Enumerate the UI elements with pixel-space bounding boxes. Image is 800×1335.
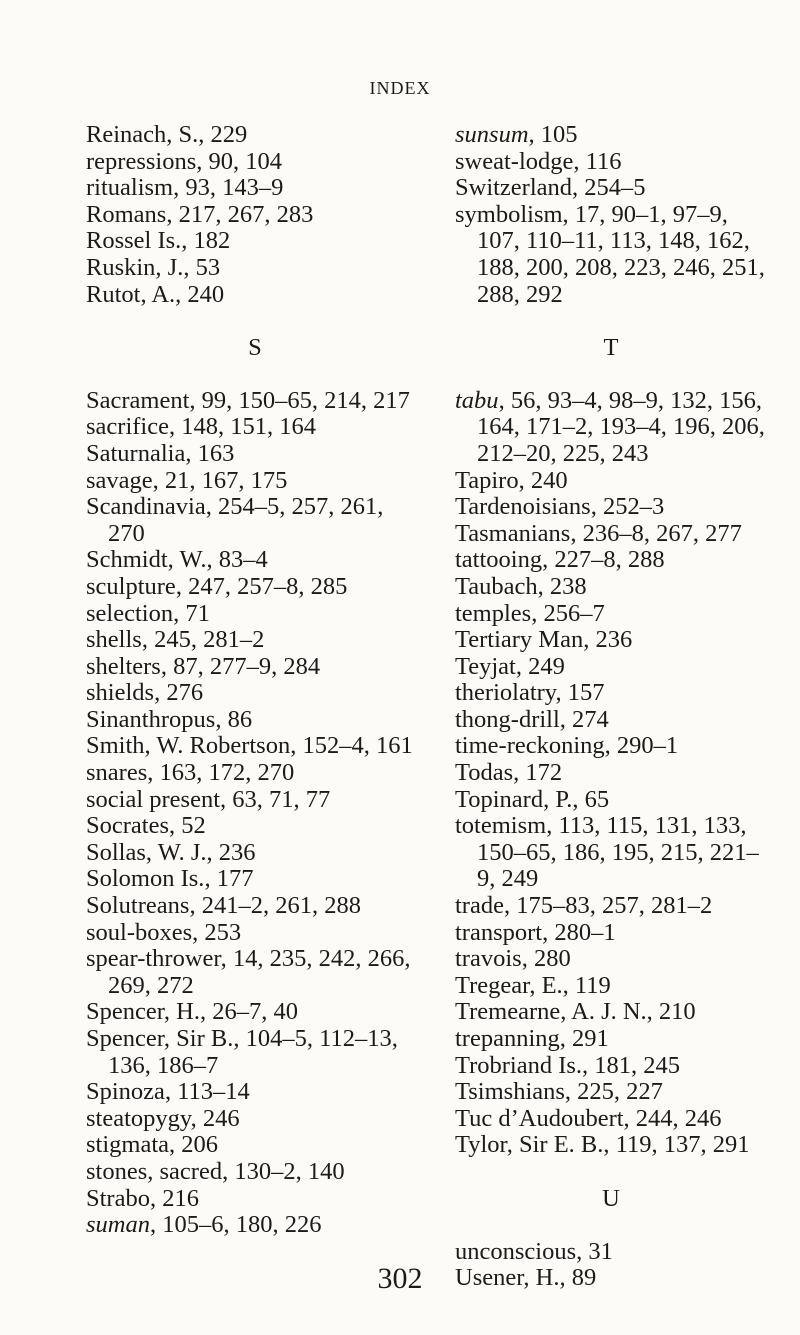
page-references: , 236 xyxy=(206,838,256,866)
page-references: , 280 xyxy=(521,945,571,973)
index-term: Solomon Is. xyxy=(86,865,205,893)
page-references: , 274 xyxy=(559,705,609,733)
page-references: , 26–7, 40 xyxy=(200,998,298,1026)
page-references: , 163, 172, 270 xyxy=(147,759,295,787)
page-references: , 83–4 xyxy=(206,546,268,574)
index-entry xyxy=(86,601,424,628)
page-references: , 216 xyxy=(149,1184,199,1212)
index-entry xyxy=(455,627,767,654)
index-entry xyxy=(455,893,767,920)
section-letter: T xyxy=(603,334,619,362)
page-references: , 172 xyxy=(513,759,563,787)
index-entry xyxy=(455,521,767,548)
index-entry xyxy=(455,680,767,707)
index-entry xyxy=(86,760,424,787)
page-references: , 227–8, 288 xyxy=(542,546,665,574)
index-term: savage xyxy=(86,466,153,494)
page-references: , 175–83, 257, 281–2 xyxy=(503,892,713,920)
page-references: , 21, 167, 175 xyxy=(152,466,288,494)
index-column-right xyxy=(455,122,767,1292)
page-references: , 280–1 xyxy=(542,918,616,946)
index-entry xyxy=(455,707,767,734)
page-references: , 86 xyxy=(215,705,253,733)
running-header: INDEX xyxy=(369,78,431,98)
index-term: shelters xyxy=(86,652,161,680)
page-references: , 240 xyxy=(175,280,225,308)
index-term: sacrifice xyxy=(86,413,169,441)
page-references: , 210 xyxy=(646,998,696,1026)
page-references: , 89 xyxy=(559,1264,597,1292)
index-term: Sollas, W. J. xyxy=(86,838,207,866)
index-term: Ruskin, J. xyxy=(86,253,184,281)
index-term: temples xyxy=(455,599,532,627)
page-references: , 105–6, 180, 226 xyxy=(149,1211,322,1239)
index-entry xyxy=(86,175,424,202)
page-references: , 290–1 xyxy=(604,732,679,760)
index-entry xyxy=(455,920,767,947)
index-entry xyxy=(86,1212,424,1239)
index-entry xyxy=(86,122,424,149)
index-entry xyxy=(455,547,767,574)
index-term: Sinanthropus xyxy=(86,705,216,733)
index-term: Taubach xyxy=(455,572,538,600)
page-references: , 181, 245 xyxy=(582,1051,681,1079)
index-entry xyxy=(455,1026,767,1053)
index-entry xyxy=(86,441,424,468)
index-entry xyxy=(86,255,424,282)
index-entry xyxy=(86,1026,424,1079)
index-entry xyxy=(455,601,767,628)
page-references: , 104–5, 112–13, 136, 186–7 xyxy=(108,1025,398,1079)
index-term: travois xyxy=(455,945,522,973)
index-term: Tertiary Man xyxy=(455,626,584,654)
page-references: , 252–3 xyxy=(590,493,665,521)
page-references: , 71 xyxy=(173,599,210,627)
index-term: Sacrament xyxy=(86,386,190,414)
index-term: Socrates xyxy=(86,812,169,840)
index-entry xyxy=(86,388,424,415)
index-term: Topinard, P. xyxy=(455,785,573,813)
page-references: , 246 xyxy=(190,1104,240,1132)
index-entry xyxy=(86,228,424,255)
index-term: spear-thrower xyxy=(86,945,221,973)
index-term: Trobriand Is. xyxy=(455,1051,583,1079)
index-entry xyxy=(86,282,424,309)
page-references: , 113, 115, 131, 133, 150–65, 186, 195, 215, 221–9, 249 xyxy=(477,812,759,893)
index-entry xyxy=(455,1079,767,1106)
index-term: repressions xyxy=(86,147,197,175)
index-term: Tasmanians xyxy=(455,519,571,547)
index-term: suman xyxy=(86,1211,150,1239)
index-term: Scandinavia xyxy=(86,493,206,521)
page-references: , 276 xyxy=(154,679,204,707)
page-references: , 225, 227 xyxy=(564,1078,663,1106)
index-entry xyxy=(455,1106,767,1133)
index-term: social present xyxy=(86,785,221,813)
index-entry xyxy=(86,707,424,734)
page-references: , 65 xyxy=(572,785,610,813)
page-references: , 130–2, 140 xyxy=(222,1157,345,1185)
index-term: trade xyxy=(455,892,504,920)
index-term: shields xyxy=(86,679,155,707)
page-references: , 177 xyxy=(204,865,254,893)
page-references: , 119, 137, 291 xyxy=(603,1131,750,1159)
index-entry xyxy=(455,1053,767,1080)
index-entry xyxy=(455,760,767,787)
index-term: Rossel Is. xyxy=(86,227,182,255)
index-term: Romans xyxy=(86,200,167,228)
index-term: totemism xyxy=(455,812,547,840)
index-entry xyxy=(86,1159,424,1186)
index-entry xyxy=(455,999,767,1026)
index-entry xyxy=(86,627,424,654)
index-entry xyxy=(86,999,424,1026)
index-term: Spencer, Sir B. xyxy=(86,1025,234,1052)
index-entry xyxy=(86,547,424,574)
page-references: , 240 xyxy=(518,466,568,494)
index-term: Tregear, E. xyxy=(455,971,563,999)
index-term: sculpture xyxy=(86,572,176,600)
index-term: snares xyxy=(86,759,148,787)
page-references: , 291 xyxy=(559,1025,609,1052)
index-term: Reinach, S. xyxy=(86,121,199,148)
page-references: , 163 xyxy=(185,439,235,467)
index-entry xyxy=(455,813,767,893)
index-term: Saturnalia xyxy=(86,439,186,467)
index-entry xyxy=(86,946,424,999)
index-term: ritualism xyxy=(86,174,174,202)
index-entry xyxy=(86,787,424,814)
index-entry xyxy=(86,149,424,176)
page-references: , 93, 143–9 xyxy=(173,174,284,202)
page-references: , 152–4, 161 xyxy=(290,732,413,760)
index-term: Solutreans xyxy=(86,892,190,920)
index-entry xyxy=(455,733,767,760)
index-entry xyxy=(455,787,767,814)
page-number: 302 xyxy=(377,1262,423,1295)
page-references: , 182 xyxy=(181,227,231,255)
index-entry xyxy=(455,468,767,495)
index-entry xyxy=(455,122,767,149)
page-references: , 90, 104 xyxy=(196,147,282,175)
page-references: , 17, 90–1, 97–9, 107, 110–11, 113, 148, 162, 188, 200, 208, 223, 246, 251, 288, 292 xyxy=(477,200,765,308)
index-entry xyxy=(455,574,767,601)
index-term: selection xyxy=(86,599,174,627)
page-references: , 14, 235, 242, 266, 269, 272 xyxy=(108,945,411,999)
section-letter: U xyxy=(602,1184,620,1212)
index-term: steatopygy xyxy=(86,1104,191,1132)
page-references: , 253 xyxy=(192,918,242,946)
page-references: , 105 xyxy=(528,121,578,148)
index-entry xyxy=(86,893,424,920)
index-term: Schmidt, W. xyxy=(86,546,207,574)
page-references: , 254–5, 257, 261, 270 xyxy=(108,493,384,547)
index-entry xyxy=(455,175,767,202)
index-term: transport xyxy=(455,918,543,946)
page-references: , 229 xyxy=(198,121,248,148)
index-term: tattooing xyxy=(455,546,543,574)
page-references: , 87, 277–9, 284 xyxy=(160,652,321,680)
index-term: Rutot, A. xyxy=(86,280,176,308)
index-entry xyxy=(86,468,424,495)
index-term: tabu xyxy=(455,386,499,414)
index-entry xyxy=(86,680,424,707)
index-entry xyxy=(455,149,767,176)
index-entry xyxy=(86,1186,424,1213)
index-term: Smith, W. Robertson xyxy=(86,732,291,760)
page-references: , 241–2, 261, 288 xyxy=(189,892,361,920)
page-references: , 244, 246 xyxy=(623,1104,722,1132)
page-references: , 217, 267, 283 xyxy=(166,200,314,228)
index-term: Tremearne, A. J. N. xyxy=(455,998,647,1026)
index-term: Tapiro xyxy=(455,466,519,494)
page-references: , 56, 93–4, 98–9, 132, 156, 164, 171–2, 193–4, 196, 206, 212–20, 225, 243 xyxy=(477,386,765,467)
index-term: Spinoza xyxy=(86,1078,165,1106)
index-term: Spencer, H. xyxy=(86,998,200,1026)
page-references: , 236 xyxy=(583,626,633,654)
page-references: , 256–7 xyxy=(531,599,605,627)
index-term: time-reckoning xyxy=(455,732,605,760)
page-references: , 53 xyxy=(183,253,221,281)
index-entry xyxy=(86,654,424,681)
index-entry xyxy=(455,973,767,1000)
index-entry xyxy=(86,414,424,441)
index-term: Usener, H. xyxy=(455,1264,560,1292)
index-term: sweat-lodge xyxy=(455,147,574,175)
index-term: Switzerland xyxy=(455,174,573,202)
index-entry xyxy=(86,733,424,760)
page-references: , 63, 71, 77 xyxy=(220,785,331,813)
page-references: , 119 xyxy=(562,971,611,999)
page-references: , 148, 151, 164 xyxy=(168,413,316,441)
index-term: theriolatry xyxy=(455,679,556,707)
index-entry xyxy=(86,1106,424,1133)
index-term: trepanning xyxy=(455,1025,560,1052)
index-entry xyxy=(86,840,424,867)
index-entry xyxy=(455,494,767,521)
page-references: , 247, 257–8, 285 xyxy=(175,572,348,600)
index-term: Teyjat xyxy=(455,652,516,680)
index-entry xyxy=(455,202,767,308)
index-term: Tardenoisians xyxy=(455,493,591,521)
index-entry xyxy=(86,574,424,601)
index-term: sunsum xyxy=(455,121,529,148)
index-term: Tsimshians xyxy=(455,1078,565,1106)
index-entry xyxy=(455,654,767,681)
index-term: stigmata xyxy=(86,1131,170,1159)
page-references: , 116 xyxy=(573,147,622,175)
index-entry xyxy=(86,1079,424,1106)
index-entry xyxy=(455,946,767,973)
page-references: , 52 xyxy=(169,812,206,840)
index-entry xyxy=(455,1132,767,1159)
page-references: , 249 xyxy=(515,652,565,680)
page-references: , 31 xyxy=(576,1237,613,1265)
page-references: , 254–5 xyxy=(572,174,646,202)
index-term: Tuc d’Audoubert xyxy=(455,1104,624,1132)
index-term: unconscious xyxy=(455,1237,577,1265)
index-entry xyxy=(86,1132,424,1159)
page-references: , 113–14 xyxy=(164,1078,250,1106)
index-term: symbolism xyxy=(455,200,563,228)
index-entry xyxy=(86,813,424,840)
page-references: , 99, 150–65, 214, 217 xyxy=(189,386,410,414)
page-references: , 206 xyxy=(169,1131,219,1159)
index-entry xyxy=(455,388,767,468)
index-entry xyxy=(86,494,424,547)
index-term: thong-drill xyxy=(455,705,560,733)
index-term: Tylor, Sir E. B. xyxy=(455,1131,604,1159)
index-column-left xyxy=(86,122,424,1239)
page-references: , 245, 281–2 xyxy=(141,626,265,654)
page-references: , 238 xyxy=(537,572,587,600)
index-term: Todas xyxy=(455,759,514,787)
index-term: Strabo xyxy=(86,1184,150,1212)
page-references: , 236–8, 267, 277 xyxy=(570,519,742,547)
section-letter: S xyxy=(248,334,262,362)
index-entry xyxy=(86,920,424,947)
index-term: soul-boxes xyxy=(86,918,193,946)
index-term: shells xyxy=(86,626,142,654)
index-entry xyxy=(86,866,424,893)
index-term: stones, sacred xyxy=(86,1157,223,1185)
page-references: , 157 xyxy=(555,679,605,707)
index-entry xyxy=(86,202,424,229)
